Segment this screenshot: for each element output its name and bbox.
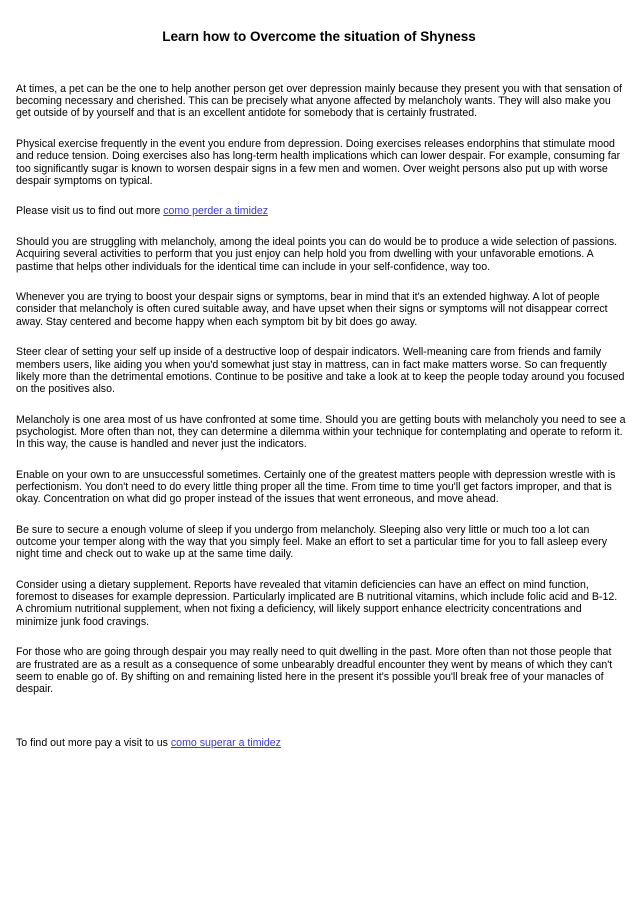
paragraph-sleep: Be sure to secure a enough volume of sleep if you undergo from melancholy. Sleeping also very little or much too a lot can outcome your temper along with the way that you simply feel. Make an effort to set a particular time for you to fall asleep every night time and check out to wake up at the same time daily. [16,523,607,561]
closing-line-text: To find out more pay a visit to us [16,737,171,750]
closing-line [16,737,626,749]
paragraph-perfectionism: Enable on your own to are unsuccessful sometimes. Certainly one of the greatest matters people with depression wrestle with is perfectionism. You don't need to do every little thing proper all the time. From time to time you'll get factors improper, and that is okay. Concentration on what did go proper instead of the issues that went erroneous, and move ahead. [16,468,616,506]
paragraph-passions: Should you are struggling with melancholy, among the ideal points you can do would be to produce a wide selection of passions. Acquiring several activities to perform that you just enjoy can help hold you from dwelling with your unfavorable emotions. A pastime that helps other individuals for the identical time can include in your self-confidence, way too. [16,236,618,273]
paragraph-long-road: Whenever you are trying to boost your despair signs or symptoms, bear in mind that it's an extended highway. A lot of people consider that melancholy is often cured suitable away, and have upset when their signs or symptoms will not disappear correct away. Stay centered and become happy when each symptom bit by bit does go away. [16,291,608,328]
visit-line [16,205,626,217]
page-title: Learn how to Overcome the situation of Shyness [162,29,476,44]
document-body [16,83,626,768]
paragraph-exercise: Physical exercise frequently in the event you endure from depression. Doing exercises releases endorphins that stimulate mood and reduce tension. Doing exercises also has long-term health implications which can lower despair. For example, consuming far too significantly sugar is known to worsen despair signs in a few men and women. Over weight persons also put up with worse despair symptoms on typical. [16,138,621,187]
perder-timidez-link[interactable]: como perder a timidez [163,205,269,218]
superar-timidez-link[interactable]: como superar a timidez [170,737,281,750]
paragraph-psychologist: Melancholy is one area most of us have confronted at some time. Should you are getting bouts with melancholy you need to see a psychologist. More often than not, they can determine a dilemma within your technique for contemplating and operate to reform it. In this way, the cause is handled and never just the indicators. [16,413,626,451]
paragraph-destructive-loop: Steer clear of setting your self up inside of a destructive loop of despair indicators. Well-meaning care from friends and family members users, like aiding you when you'd somewhat just stay in mattress, can in fact make matters worse. So can frequently likely more than the detrimental emotions. Continue to be positive and take a look at to keep the people today around you focused on the positives also. [16,346,625,395]
paragraph-pets: At times, a pet can be the one to help another person get over depression mainly because they present you with that sensation of becoming necessary and cherished. This can be precisely what anyone affected by melancholy wants. They will also make you get outside of by yourself and that is an excellent antidote for somebody that is certainly frustrated. [16,83,622,120]
paragraph-past: For those who are going through despair you may really need to quit dwelling in the past. More often than not those people that are frustrated are as a result as a consequence of some unbearably dreadful encounter they went by means of which they can't seem to enable go of. By shifting on and remaining listed here in the present it's possible you'll break free of your manacles of despair. [16,646,613,695]
visit-line-text: Please visit us to find out more [16,205,164,218]
paragraph-supplement: Consider using a dietary supplement. Reports have revealed that vitamin deficiencies can have an effect on mind function, foremost to diseases for example depression. Particularly implicated are B nutritional vitamins, which include folic acid and B-12. A chromium nutritional supplement, when not fixing a deficiency, will likely support enhance electricity concentrations and minimize junk food cravings. [16,578,618,628]
